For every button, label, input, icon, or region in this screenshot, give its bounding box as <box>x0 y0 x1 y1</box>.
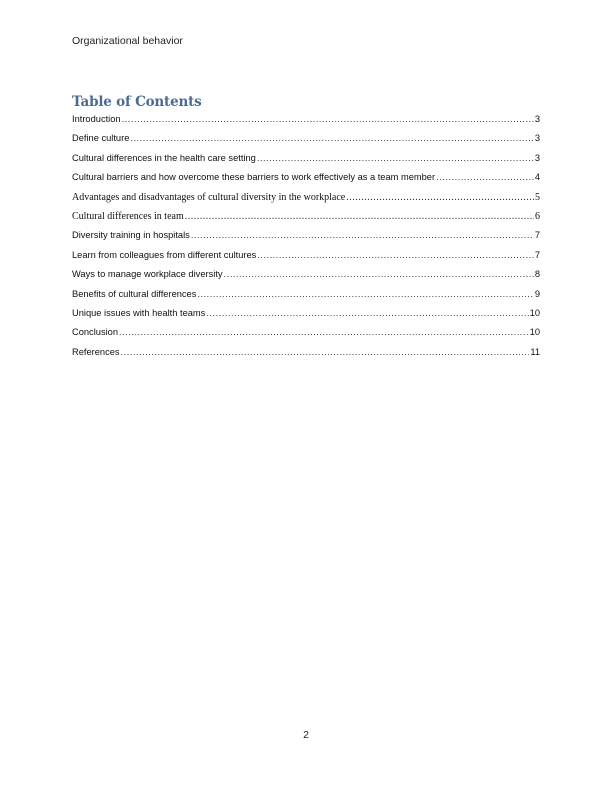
toc-entry-introduction[interactable] <box>72 114 540 133</box>
toc-entry-advantages-disadvantages[interactable] <box>72 192 540 211</box>
toc-entry-label: Cultural differences in team <box>72 210 184 222</box>
toc-entry-page: 8 <box>534 269 540 280</box>
dot-leader <box>122 114 534 124</box>
toc-entry-label: Unique issues with health teams <box>72 307 206 318</box>
toc-entry-label: Learn from colleagues from different cultures <box>72 249 257 260</box>
toc-entry-label: Diversity training in hospitals <box>72 230 190 241</box>
dot-leader <box>257 153 534 163</box>
dot-leader <box>346 192 534 203</box>
toc-entry-page: 3 <box>534 133 540 144</box>
toc-entry-references[interactable] <box>72 347 540 366</box>
dot-leader <box>119 327 529 337</box>
toc-entry-label: Cultural barriers and how overcome these barriers to work effectively as a team member <box>72 172 436 183</box>
toc-entry-page: 9 <box>534 288 540 299</box>
dot-leader <box>185 211 534 222</box>
toc-entry-page: 7 <box>534 249 540 260</box>
toc-entry-define-culture[interactable] <box>72 133 540 152</box>
toc-entry-label: Define culture <box>72 133 130 144</box>
toc-entry-label: Benefits of cultural differences <box>72 288 197 299</box>
toc-entry-page: 6 <box>535 210 540 222</box>
toc-entry-unique-issues[interactable] <box>72 308 540 327</box>
dot-leader <box>130 133 533 143</box>
toc-entry-conclusion[interactable] <box>72 327 540 346</box>
page-number: 2 <box>303 729 309 741</box>
dot-leader <box>257 250 534 260</box>
dot-leader <box>197 289 533 299</box>
dot-leader <box>224 269 534 279</box>
toc-entry-manage-diversity[interactable] <box>72 269 540 288</box>
toc-entry-page: 3 <box>534 152 540 163</box>
toc-entry-page: 5 <box>535 191 540 203</box>
dot-leader <box>121 347 530 357</box>
toc-entry-diversity-training[interactable] <box>72 230 540 249</box>
toc-entry-page: 10 <box>529 307 540 318</box>
toc-entry-learn-from-colleagues[interactable] <box>72 250 540 269</box>
dot-leader <box>191 230 534 240</box>
toc-entry-page: 7 <box>534 230 540 241</box>
running-header: Organizational behavior <box>72 35 183 47</box>
toc-entry-page: 3 <box>534 114 540 124</box>
toc-title: Table of Contents <box>72 94 202 110</box>
toc-entry-cultural-differences-health-care[interactable] <box>72 153 540 172</box>
toc-entry-cultural-barriers[interactable] <box>72 172 540 191</box>
toc-entry-label: Conclusion <box>72 327 118 338</box>
toc-entry-label: Introduction <box>72 114 121 124</box>
toc-entry-page: 10 <box>529 327 540 338</box>
toc-entry-label: Cultural differences in the health care setting <box>72 152 256 163</box>
toc-entry-cultural-differences-team[interactable] <box>72 211 540 230</box>
toc-entry-label: References <box>72 346 120 357</box>
table-of-contents <box>72 114 540 366</box>
dot-leader <box>206 308 528 318</box>
toc-entry-page: 4 <box>534 172 540 183</box>
toc-entry-label: Advantages and disadvantages of cultural diversity in the workplace <box>72 191 346 203</box>
toc-entry-label: Ways to manage workplace diversity <box>72 269 223 280</box>
toc-entry-benefits[interactable] <box>72 289 540 308</box>
toc-entry-page: 11 <box>530 346 540 357</box>
dot-leader <box>436 172 534 182</box>
